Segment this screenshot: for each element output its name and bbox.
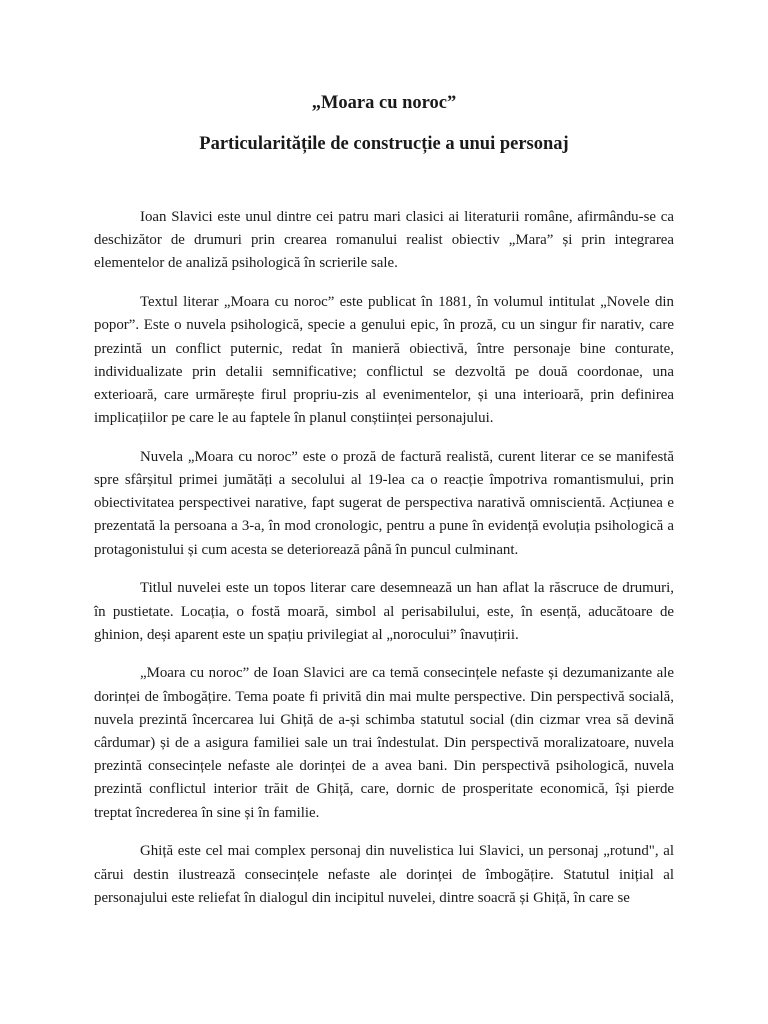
- paragraph: Nuvela „Moara cu noroc” este o proză de factură realistă, curent literar ce se manifestă spre sfârșitul primei jumătăți a secolului al 19-lea ca o reacție împotriva romantismului, prin obiectivitatea perspectivei narative, fapt sugerat de perspectiva narativă omniscientă. Acțiunea e prezentată la persoana a 3-a, în mod cronologic, pentru a pune în evidență evoluția psihologică a protagonistului și cum acesta se deteriorează până în puncul culminant.: [94, 448, 674, 558]
- document-body: [94, 206, 674, 925]
- paragraph: Ioan Slavici este unul dintre cei patru mari clasici ai literaturii române, afirmându-se ca deschizător de drumuri prin crearea romanului realist obiectiv „Mara” și prin integrarea elementelor de analiză psihologică în scrierile sale.: [94, 209, 674, 272]
- paragraph: Textul literar „Moara cu noroc” este publicat în 1881, în volumul intitulat „Novele din popor”. Este o nuvela psihologică, specie a genului epic, în proză, cu un singur fir narativ, care prezintă un conflict puternic, redat în manieră obiectivă, între personaje bine conturate, individualizate prin detalii semnificative; conflictul se dezvoltă pe două coordonae, una exterioară, care urmărește firul propriu-zis al evenimentelor, și una interioară, prin definirea implicațiilor pe care le au faptele în planul conștiinței personajului.: [94, 294, 674, 427]
- document-subtitle: Particularitățile de construcție a unui personaj: [199, 134, 569, 154]
- paragraph: Ghiță este cel mai complex personaj din nuvelistica lui Slavici, un personaj „rotund", al cărui destin ilustrează consecințele nefaste ale dorinței de îmbogățire. Statutul inițial al personajului este reliefat în dialogul din incipitul nuvelei, dintre soacră și Ghiță, în care se: [94, 843, 674, 906]
- paragraph: „Moara cu noroc” de Ioan Slavici are ca temă consecințele nefaste și dezumanizante ale dorinței de îmbogățire. Tema poate fi privită din mai multe perspective. Din perspectivă socială, nuvela prezintă încercarea lui Ghiță de a-și schimba statutul social (din cizmar vrea să devină cârdumar) și de a asigura familiei sale un trai îndestulat. Din perspectivă moralizatoare, nuvela prezintă consecințele nefaste ale dorinței de a avea bani. Din perspectivă psihologică, nuvela prezintă conflictul interior trăit de Ghiță, care, dornic de prosperitate economică, își pierde treptat încrederea în sine și în familie.: [94, 665, 674, 821]
- paragraph: Titlul nuvelei este un topos literar care desemnează un han aflat la răscruce de drumuri, în pustietate. Locația, o fostă moară, simbol al perisabilului, este, în esență, aducătoare de ghinion, deși aparent este un spațiu privilegiat al „norocului” înavuțirii.: [94, 580, 674, 643]
- document-title: „Moara cu noroc”: [311, 93, 457, 113]
